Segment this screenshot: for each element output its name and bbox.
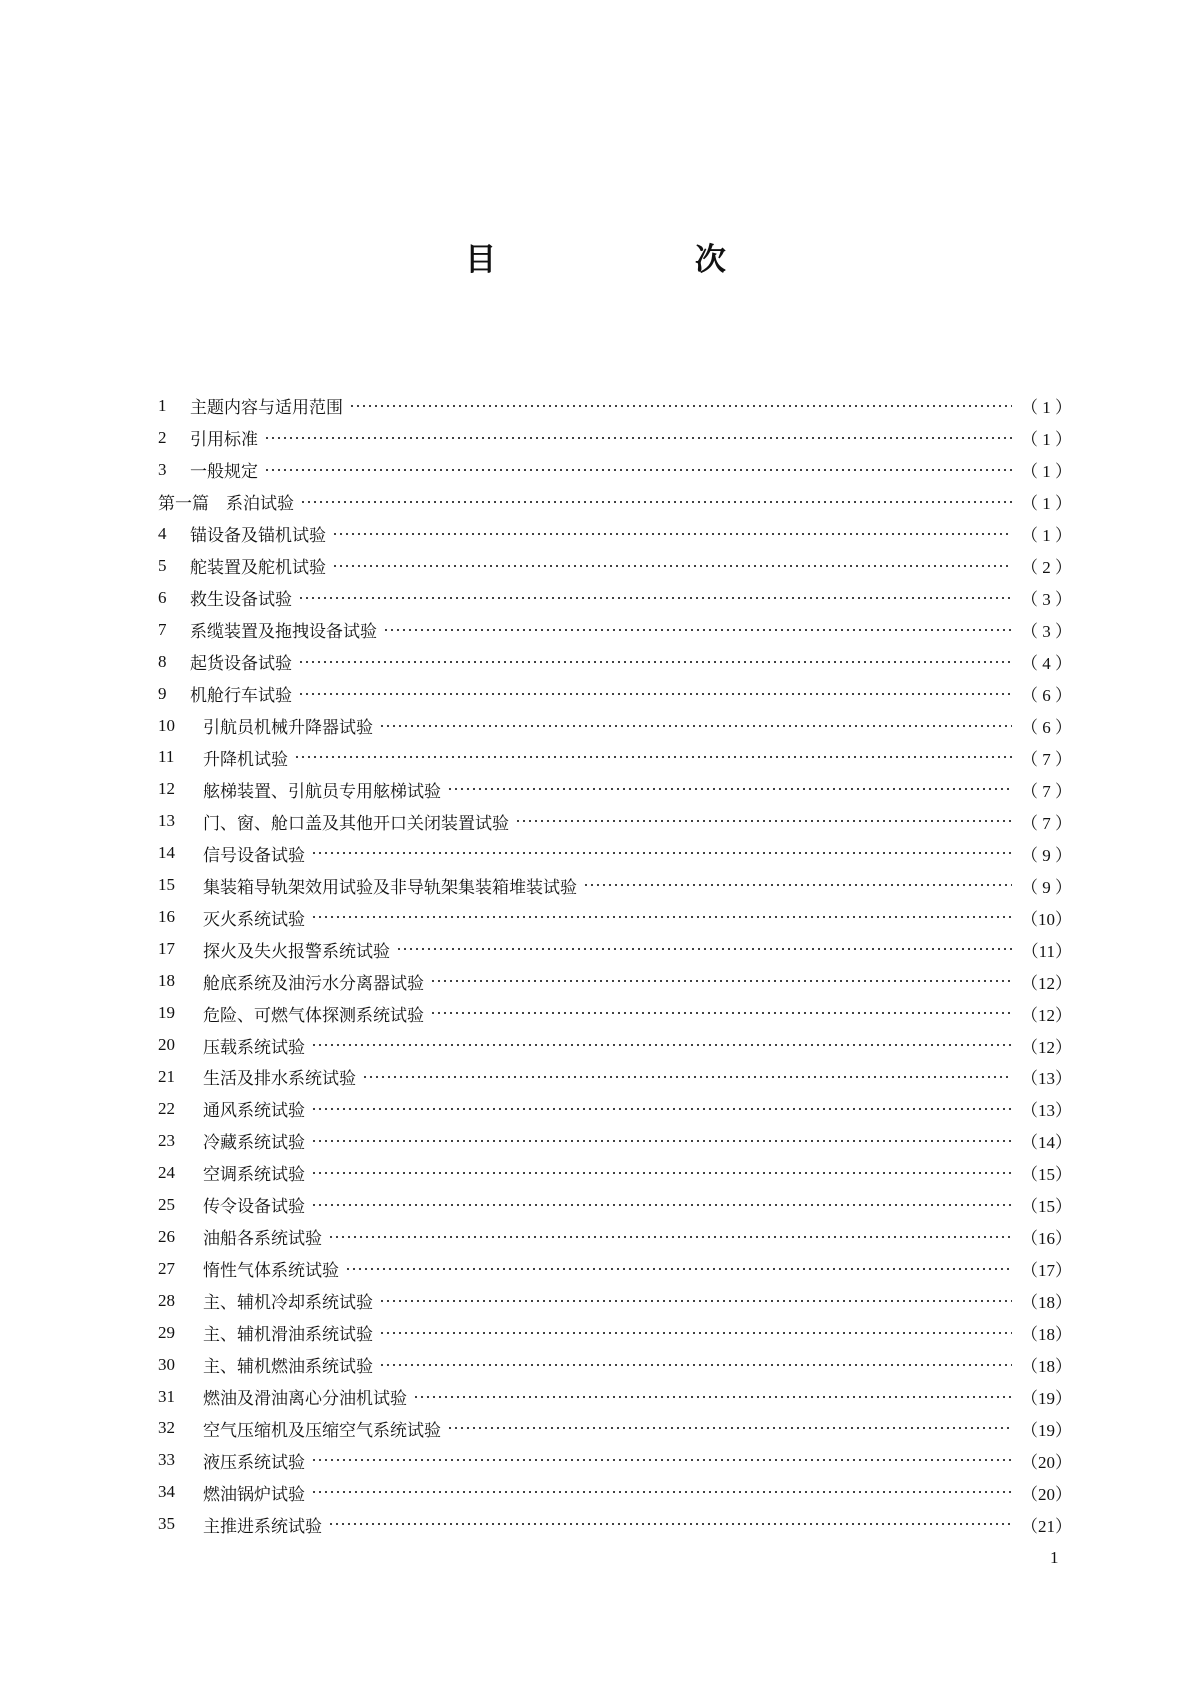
toc-entry-page: （ 1 ） [1021,462,1072,482]
toc-entry [158,1476,1072,1508]
dot-leader [413,1394,1012,1400]
toc-entry [158,1125,1072,1157]
toc-entry-title: 主、辅机冷却系统试验 [203,1293,373,1314]
toc-entry-number: 34 [158,1482,175,1502]
toc-entry-number: 11 [158,747,175,767]
toc-entry [158,710,1072,742]
dot-leader [379,723,1012,729]
toc-entry [158,1381,1072,1413]
toc-entry-title: 一般规定 [190,462,258,483]
toc-entry-title: 冷藏系统试验 [203,1133,305,1154]
toc-entry-number: 1 [158,395,167,415]
toc-entry-number: 26 [158,1226,175,1246]
toc-entry-page: （13） [1021,1101,1072,1121]
dot-leader [311,1489,1012,1495]
dot-leader [447,786,1012,792]
toc-entry-number: 20 [158,1035,175,1055]
toc-entry [158,1253,1072,1285]
toc-entry-number: 3 [158,459,167,479]
toc-entry-title: 危险、可燃气体探测系统试验 [203,1005,424,1026]
toc-entry [158,454,1072,486]
toc-entry [158,1189,1072,1221]
toc-entry [158,741,1072,773]
toc-entry [158,1029,1072,1061]
dot-leader [300,499,1012,505]
toc-entry-title: 油船各系统试验 [203,1229,322,1250]
table-of-contents [158,390,1072,1540]
toc-entry-page: （20） [1021,1452,1072,1472]
toc-entry-number: 17 [158,939,175,959]
toc-entry-title: 舵装置及舵机试验 [190,558,326,579]
toc-entry-page: （ 6 ） [1021,686,1072,706]
dot-leader [298,595,1012,601]
toc-entry [158,1413,1072,1445]
toc-entry [158,805,1072,837]
toc-entry-page: （ 1 ） [1021,430,1072,450]
toc-entry-title: 压载系统试验 [203,1037,305,1058]
toc-entry [158,869,1072,901]
toc-entry-title: 系缆装置及拖拽设备试验 [190,622,377,643]
toc-entry-page: （19） [1021,1389,1072,1409]
toc-entry [158,678,1072,710]
toc-entry-number: 14 [158,843,175,863]
toc-entry-page: （12） [1021,973,1072,993]
toc-entry-page: （ 4 ） [1021,654,1072,674]
toc-entry-number: 21 [158,1066,175,1086]
toc-entry-title: 升降机试验 [203,749,288,770]
toc-entry-number: 5 [158,555,167,575]
toc-entry-title: 主、辅机滑油系统试验 [203,1325,373,1346]
toc-entry [158,486,1072,518]
toc-entry-title: 主题内容与适用范围 [190,398,343,419]
toc-entry [158,997,1072,1029]
toc-entry-number: 25 [158,1194,175,1214]
toc-entry-title: 信号设备试验 [203,845,305,866]
toc-entry-page: （ 1 ） [1021,526,1072,546]
toc-entry-number: 12 [158,779,175,799]
toc-entry-number: 32 [158,1418,175,1438]
toc-entry-page: （16） [1021,1229,1072,1249]
toc-entry-number: 19 [158,1003,175,1023]
toc-entry [158,1093,1072,1125]
toc-entry-page: （12） [1021,1005,1072,1025]
toc-entry-page: （ 3 ） [1021,622,1072,642]
dot-leader [311,1042,1012,1048]
toc-entry-number: 15 [158,875,175,895]
toc-entry-page: （15） [1021,1165,1072,1185]
toc-entry-number: 28 [158,1290,175,1310]
toc-entry-page: （11） [1021,941,1072,961]
toc-entry [158,1317,1072,1349]
dot-leader [298,659,1012,665]
toc-entry-page: （18） [1021,1325,1072,1345]
dot-leader [379,1298,1012,1304]
dot-leader [311,1170,1012,1176]
toc-entry-page: （19） [1021,1420,1072,1440]
toc-entry-number: 13 [158,811,175,831]
dot-leader [447,1425,1012,1431]
dot-leader [311,850,1012,856]
dot-leader [515,818,1012,824]
toc-entry-number: 27 [158,1258,175,1278]
toc-entry-title: 机舱行车试验 [190,686,292,707]
dot-leader [345,1266,1012,1272]
toc-entry-title: 传令设备试验 [203,1197,305,1218]
dot-leader [311,914,1012,920]
toc-entry [158,422,1072,454]
dot-leader [362,1074,1012,1080]
toc-entry-number: 2 [158,427,167,447]
toc-entry [158,1221,1072,1253]
toc-entry [158,1285,1072,1317]
toc-entry [158,614,1072,646]
toc-entry-page: （10） [1021,909,1072,929]
toc-entry-title: 集装箱导轨架效用试验及非导轨架集装箱堆装试验 [203,877,577,898]
toc-entry-number: 16 [158,907,175,927]
toc-entry [158,837,1072,869]
toc-entry-number: 7 [158,619,167,639]
toc-entry-title: 灭火系统试验 [203,909,305,930]
toc-entry-title: 主推进系统试验 [203,1516,322,1537]
toc-entry-number: 18 [158,971,175,991]
toc-entry-page: （13） [1021,1069,1072,1089]
toc-entry-page: （20） [1021,1484,1072,1504]
toc-entry-number: 33 [158,1450,175,1470]
toc-entry-page: （ 2 ） [1021,558,1072,578]
toc-entry-title: 空气压缩机及压缩空气系统试验 [203,1420,441,1441]
toc-entry-title: 惰性气体系统试验 [203,1261,339,1282]
toc-entry-title: 引航员机械升降器试验 [203,718,373,738]
toc-entry [158,550,1072,582]
toc-entry-page: （12） [1021,1037,1072,1057]
toc-entry-title: 空调系统试验 [203,1165,305,1186]
toc-entry-number: 29 [158,1322,175,1342]
toc-entry [158,518,1072,550]
toc-entry-number: 24 [158,1162,175,1182]
toc-entry-title: 燃油锅炉试验 [203,1484,305,1505]
toc-entry-page: （ 7 ） [1021,749,1072,769]
dot-leader [298,691,1012,697]
dot-leader [379,1362,1012,1368]
toc-entry-number: 9 [158,683,167,703]
toc-entry-title: 锚设备及锚机试验 [190,526,326,547]
toc-entry-page: （18） [1021,1357,1072,1377]
toc-entry-title: 主、辅机燃油系统试验 [203,1357,373,1378]
toc-part-title: 第一篇 系泊试验 [158,494,294,515]
dot-leader [332,531,1012,537]
toc-entry-page: （ 3 ） [1021,590,1072,610]
toc-entry-page: （21） [1021,1516,1072,1536]
toc-entry [158,901,1072,933]
toc-entry-title: 探火及失火报警系统试验 [203,941,390,962]
toc-entry [158,390,1072,422]
toc-entry-title: 救生设备试验 [190,590,292,611]
toc-entry [158,933,1072,965]
page-title: 目 次 [465,242,820,278]
dot-leader [430,1010,1012,1016]
dot-leader [311,1457,1012,1463]
toc-entry-page: （ 9 ） [1021,845,1072,865]
dot-leader [430,978,1012,984]
toc-entry [158,646,1072,678]
dot-leader [264,435,1012,441]
toc-entry [158,582,1072,614]
toc-entry [158,1157,1072,1189]
toc-entry-number: 6 [158,587,167,607]
dot-leader [583,882,1012,888]
toc-entry-page: （ 9 ） [1021,877,1072,897]
dot-leader [311,1138,1012,1144]
toc-entry-number: 30 [158,1354,175,1374]
toc-entry-page: （ 7 ） [1021,781,1072,801]
toc-entry [158,1349,1072,1381]
toc-entry-number: 10 [158,715,175,735]
toc-entry-page: （17） [1021,1261,1072,1281]
toc-entry-page: （15） [1021,1197,1072,1217]
dot-leader [264,467,1012,473]
toc-entry-title: 液压系统试验 [203,1452,305,1473]
toc-entry-number: 4 [158,523,167,543]
dot-leader [294,754,1012,760]
toc-entry-title: 燃油及滑油离心分油机试验 [203,1389,407,1410]
dot-leader [396,946,1012,952]
toc-entry-number: 31 [158,1386,175,1406]
toc-entry-title: 通风系统试验 [203,1101,305,1122]
toc-entry-title: 舱底系统及油污水分离器试验 [203,973,424,994]
dot-leader [311,1202,1012,1208]
dot-leader [311,1106,1012,1112]
toc-entry-page: （ 7 ） [1021,813,1072,833]
toc-entry [158,965,1072,997]
toc-entry-title: 起货设备试验 [190,654,292,675]
toc-entry-title: 引用标准 [190,430,258,451]
toc-entry-number: 23 [158,1130,175,1150]
toc-entry [158,773,1072,805]
toc-entry-number: 8 [158,651,167,671]
page-number: 1 [1050,1548,1059,1567]
toc-entry-page: （14） [1021,1133,1072,1153]
toc-entry-page: （18） [1021,1293,1072,1313]
toc-entry-number: 35 [158,1514,175,1534]
dot-leader [349,403,1012,409]
toc-entry-title: 生活及排水系统试验 [203,1069,356,1090]
toc-entry-title: 门、窗、舱口盖及其他开口关闭装置试验 [203,813,509,834]
toc-entry [158,1444,1072,1476]
dot-leader [379,1330,1012,1336]
dot-leader [332,563,1012,569]
toc-entry [158,1061,1072,1093]
dot-leader [328,1521,1012,1527]
toc-entry-page: （ 1 ） [1021,494,1072,514]
dot-leader [383,627,1012,633]
dot-leader [328,1234,1012,1240]
toc-entry-title: 舷梯装置、引航员专用舷梯试验 [203,781,441,802]
toc-entry-number: 22 [158,1098,175,1118]
toc-entry [158,1508,1072,1540]
toc-entry-page: （ 6 ） [1021,718,1072,737]
toc-entry-page: （ 1 ） [1021,398,1072,418]
